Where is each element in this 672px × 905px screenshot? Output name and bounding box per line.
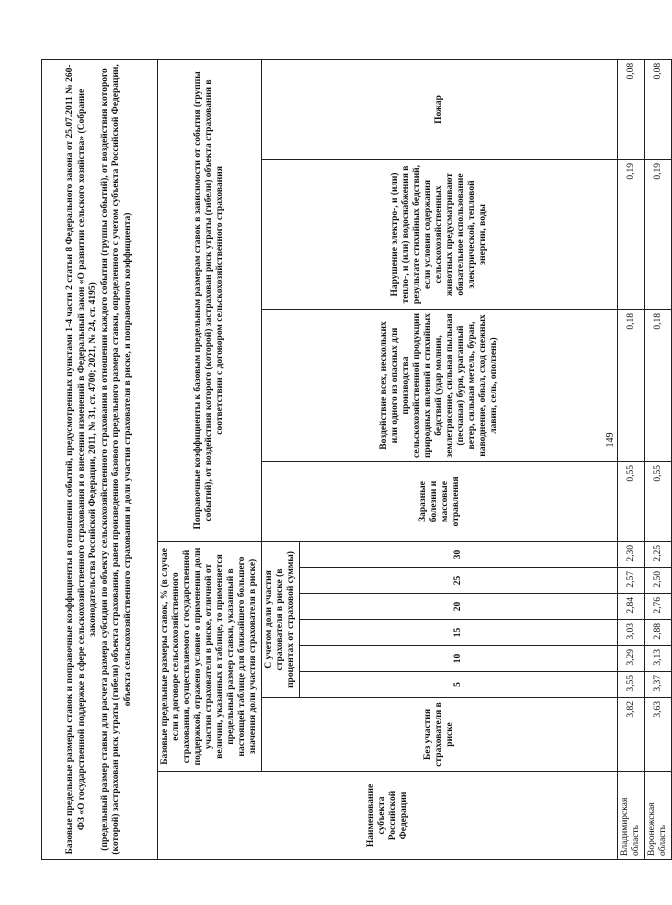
coef-value: 0,08	[618, 59, 645, 159]
risk-share-header: 20	[300, 594, 618, 620]
rate-value: 3,37	[645, 672, 672, 698]
coef-value: 0,55	[645, 462, 672, 542]
rate-value: 3,03	[618, 620, 645, 646]
coef-value: 0,19	[618, 160, 645, 310]
table-title	[42, 59, 158, 859]
risk-share-header: 5	[300, 672, 618, 698]
rate-value: 3,55	[618, 672, 645, 698]
rates-table	[41, 59, 672, 860]
rate-value: 2,25	[645, 542, 672, 568]
table-row	[645, 59, 672, 859]
coef-value: 0,55	[618, 462, 645, 542]
rate-value: 2,84	[618, 594, 645, 620]
header-region: Наименование субъекта Российской Федерации	[158, 772, 618, 860]
header-coefficients: Поправочные коэффициенты к базовым предельным размерам ставок в зависимости от события (группы событий), от воздействия которого (которой) застрахован риск утраты (гибели) объекта страхования в соответствии с договором сельскохозяйственного страхования	[158, 59, 262, 541]
region-name: Воронежская область	[645, 772, 672, 860]
rate-value: 3,29	[618, 646, 645, 672]
coef-value: 0,18	[645, 310, 672, 462]
region-name: Владимирская область	[618, 772, 645, 860]
risk-share-header: 10	[300, 646, 618, 672]
coef-value: 0,08	[645, 59, 672, 159]
rate-value: 3,13	[645, 646, 672, 672]
header-with-risk-share: С учетом доли участия страхователя в риске (в процентах от страховой суммы)	[262, 542, 300, 698]
header-coef-disease: Заразные болезни и массовые отравления	[262, 462, 618, 542]
header-coef-fire: Пожар	[262, 59, 618, 159]
header-base-rates: Базовые предельные размеры ставок, % (в случае если в договоре сельскохозяйственного страхования, осуществляемого с государственной поддержкой, отражено условие о применении доли участия страхователя в риске, отличной от величин, указанных в таблице, то применяется предельный размер ставки, указанный в настоящей таблице для ближайшего большего значения доли участия страхователя в риске)	[158, 542, 262, 772]
risk-share-header: 25	[300, 568, 618, 594]
header-coef-natural: Воздействие всех, нескольких или одного из опасных для производства сельскохозяйственной продукции природных явлений и стихийных бедствий (удар молнии, землетрясение, сильная пыльная (песчаная) буря, ураганный ветер, сильная метель, буран, наводнение, обвал, сход снежных лавин, сель, оползень)	[262, 310, 618, 462]
rate-value: 2,57	[618, 568, 645, 594]
risk-share-header: 30	[300, 542, 618, 568]
rate-value: 3,63	[645, 698, 672, 772]
rate-value: 2,76	[645, 594, 672, 620]
page-number: 149	[605, 432, 616, 448]
coef-value: 0,18	[618, 310, 645, 462]
header-coef-supply: Нарушение электро-, и (или) тепло-, и (или) водоснабжения в результате стихийных бедствий, если условия содержания сельскохозяйственных животных предусматривают обязательное использование электрической, тепловой энергии, воды	[262, 160, 618, 310]
coef-value: 0,19	[645, 160, 672, 310]
rate-value: 2,30	[618, 542, 645, 568]
rate-value: 2,88	[645, 620, 672, 646]
rate-value: 3,82	[618, 698, 645, 772]
table-row	[618, 59, 645, 859]
risk-share-header: 15	[300, 620, 618, 646]
title-main: Базовые предельные размеры ставок и поправочные коэффициенты в отношении событий, предусмотренных пунктами 1-4 части 2 статьи 8 Федерального закона от 25.07.2011 № 260-ФЗ «О государственной поддержке в сфере сельскохозяйственного страхования и о внесении изменений в Федеральный закон «О развитии сельского хозяйства» (Собрание законодательства Российской Федерации, 2011, № 31, ст. 4700; 2021, № 24, ст. 4195)	[65, 64, 98, 855]
rate-value: 2,50	[645, 568, 672, 594]
header-no-risk-share: Без участия страхователя в риске	[262, 698, 618, 772]
title-note: (предельный размер ставки для расчета размера субсидии по объекту сельскохозяйственного страхования в отношении каждого события (группы событий), от воздействия которого (которой) застрахован риск утраты (гибели) объекта страхования, равен произведению базового предельного размера ставки, определенного с учетом субъекта Российской Федерации, объекта сельскохозяйственного страхования и доли участия страхователя в риске, и поправочного коэффициента)	[99, 64, 133, 855]
